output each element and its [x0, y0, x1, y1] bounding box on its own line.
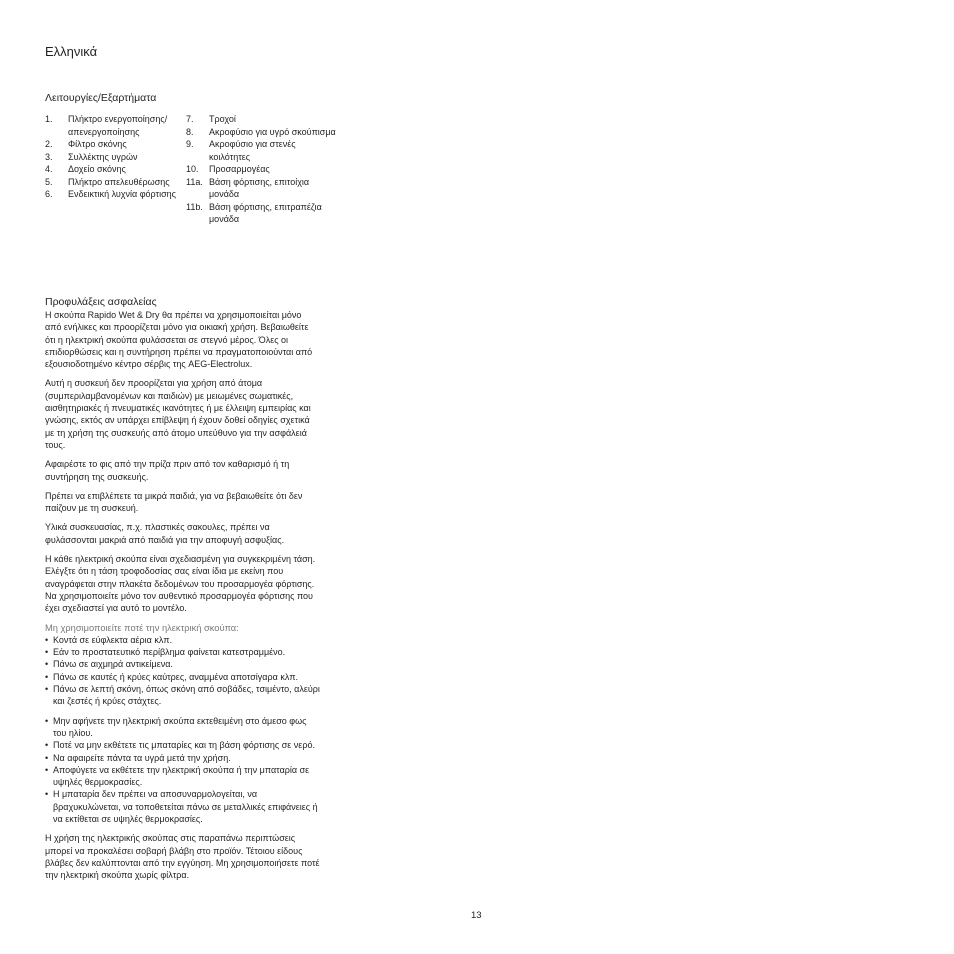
list-item: • Αποφύγετε να εκθέτετε την ηλεκτρική σκούπα ή την μπαταρία σε υψηλές θερμοκρασίες. — [45, 764, 310, 788]
list-item: • Πάνω σε αιχμηρά αντικείμενα. — [45, 659, 173, 670]
bullet-icon: • — [45, 684, 49, 695]
list-item: • Κοντά σε εύφλεκτα αέρια κλπ. — [45, 634, 173, 645]
never-use-list — [45, 634, 320, 708]
list-item: • Εάν το προστατευτικό περίβλημα φαίνεται κατεστραμμένο. — [45, 647, 286, 658]
list-item: • Πάνω σε καυτές ή κρύες καύτρες, αναμμένα αποτσίγαρα κλπ. — [45, 671, 299, 682]
bullet-icon: • — [45, 740, 49, 751]
safety-section — [45, 296, 320, 888]
function-item-4: 4. Δοχείο σκόνης — [45, 164, 126, 174]
list-item: • Ποτέ να μην εκθέτετε τις μπαταρίες και τη βάση φόρτισης σε νερό. — [45, 740, 315, 751]
page-number: 13 — [471, 910, 482, 921]
bullet-icon: • — [45, 789, 49, 800]
bullet-icon: • — [45, 659, 49, 670]
list-item: • Πάνω σε λεπτή σκόνη, όπως σκόνη από σοβάδες, τσιμέντο, αλεύρι και ζεστές ή κρύες στάχτες. — [45, 684, 320, 707]
function-item-10: 10. Προσαρμογέας — [186, 164, 270, 174]
safety-heading: Προφυλάξεις ασφαλείας — [45, 296, 157, 308]
safety-paragraph: Αφαιρέστε το φις από την πρίζα πριν από τον καθαρισμό ή τη συντήρηση της συσκευής. — [45, 459, 290, 482]
function-item-2: 2. Φίλτρο σκόνης — [45, 139, 127, 149]
function-item-7: 7. Τροχοί — [186, 114, 236, 124]
safety-paragraph: Αυτή η συσκευή δεν προορίζεται για χρήση από άτομα (συμπεριλαμβανομένων και παιδιών) με μειωμένες σωματικές, αισθητηριακές ή πνευματικές ικανότητες ή με έλλειψη εμπειρίας και γνώσης, εκτός αν υπάρχει επίβλεψη ή έχουν δοθεί οδηγίες σχετικά με τη χρήση της συσκευής από άτομο υπεύθυνο για την ασφάλειά τους. — [45, 378, 311, 450]
safety-paragraph: Η σκούπα Rapido Wet & Dry θα πρέπει να χρησιμοποιείται μόνο από ενήλικες και προορίζεται μόνο για οικιακή χρήση. Βεβαιωθείτε ότι η ηλεκτρική σκούπα φυλάσσεται σε στεγνό μέρος. Όλες οι επιδιορθώσεις και η συντήρηση πρέπει να πραγματοποιούνται από εξουσιοδοτημένο κέντρο σέρβις της AEG-Electrolux. — [45, 310, 313, 370]
bullet-icon: • — [45, 752, 49, 763]
never-use-heading: Μη χρησιμοποιείτε ποτέ την ηλεκτρική σκούπα: — [45, 622, 239, 633]
function-item-3: 3. Συλλέκτης υγρών — [45, 151, 138, 162]
function-item-6: 6. Ενδεικτική λυχνία φόρτισης — [45, 189, 177, 199]
language-title: Ελληνικά — [45, 44, 98, 59]
function-item-8: 8. Ακροφύσιο για υγρό σκούπισμα — [186, 126, 336, 137]
function-item-9: 9. Ακροφύσιο για στενές κοιλότητες — [186, 139, 296, 162]
safety-paragraph: Η κάθε ηλεκτρική σκούπα είναι σχεδιασμένη για συγκεκριμένη τάση. Ελέγξτε ότι η τάση τροφοδοσίας σας είναι ίδια με εκείνη που αναγράφεται στην πλακέτα δεδομένων του προσαρμογέα φόρτισης. Να χρησιμοποιείτε μόνο τον αυθεντικό προσαρμογέα φόρτισης που έχει σχεδιαστεί για αυτό το μοντέλο. — [45, 554, 316, 614]
other-warnings-list — [45, 715, 320, 826]
bullet-icon: • — [45, 764, 49, 775]
closing-paragraph: Η χρήση της ηλεκτρικής σκούπας στις παραπάνω περιπτώσεις μπορεί να προκαλέσει σοβαρή βλάβη στο προϊόν. Τέτοιου είδους βλάβες δεν καλύπτονται από την εγγύηση. Μη χρησιμοποιήσετε ποτέ την ηλεκτρική σκούπα χωρίς φίλτρα. — [45, 833, 320, 881]
functions-heading: Λειτουργίες/Εξαρτήματα — [45, 92, 157, 104]
list-item: • Μην αφήνετε την ηλεκτρική σκούπα εκτεθειμένη στο άμεσο φως του ηλίου. — [45, 715, 307, 738]
safety-paragraph: Πρέπει να επιβλέπετε τα μικρά παιδιά, για να βεβαιωθείτε ότι δεν παίζουν με τη συσκευή. — [45, 490, 303, 514]
safety-paragraph: Υλικά συσκευασίας, π.χ. πλαστικές σακουλες, πρέπει να φυλάσσονται μακριά από παιδιά για την αποφυγή ασφυξίας. — [45, 522, 285, 545]
bullet-icon: • — [45, 634, 49, 645]
function-item-11b: 11b. Βάση φόρτισης, επιτραπέζια μονάδα — [186, 201, 322, 224]
list-item: • Να αφαιρείτε πάντα τα υγρά μετά την χρήση. — [45, 752, 231, 763]
function-item-1: 1. Πλήκτρο ενεργοποίησης/ απενεργοποίησης — [45, 114, 168, 137]
functions-list-right — [186, 113, 336, 226]
bullet-icon: • — [45, 647, 49, 658]
function-item-5: 5. Πλήκτρο απελευθέρωσης — [45, 176, 170, 187]
bullet-icon: • — [45, 671, 49, 682]
bullet-icon: • — [45, 715, 49, 726]
function-item-11a: 11a. Βάση φόρτισης, επιτοίχια μονάδα — [186, 176, 310, 199]
functions-list-left — [45, 113, 195, 201]
list-item: • Η μπαταρία δεν πρέπει να αποσυναρμολογείται, να βραχυκυλώνεται, να τοποθετείται πάνω σε μεταλλικές επιφάνειες ή να εκτίθεται σε υψηλές θερμοκρασίες. — [45, 789, 318, 824]
